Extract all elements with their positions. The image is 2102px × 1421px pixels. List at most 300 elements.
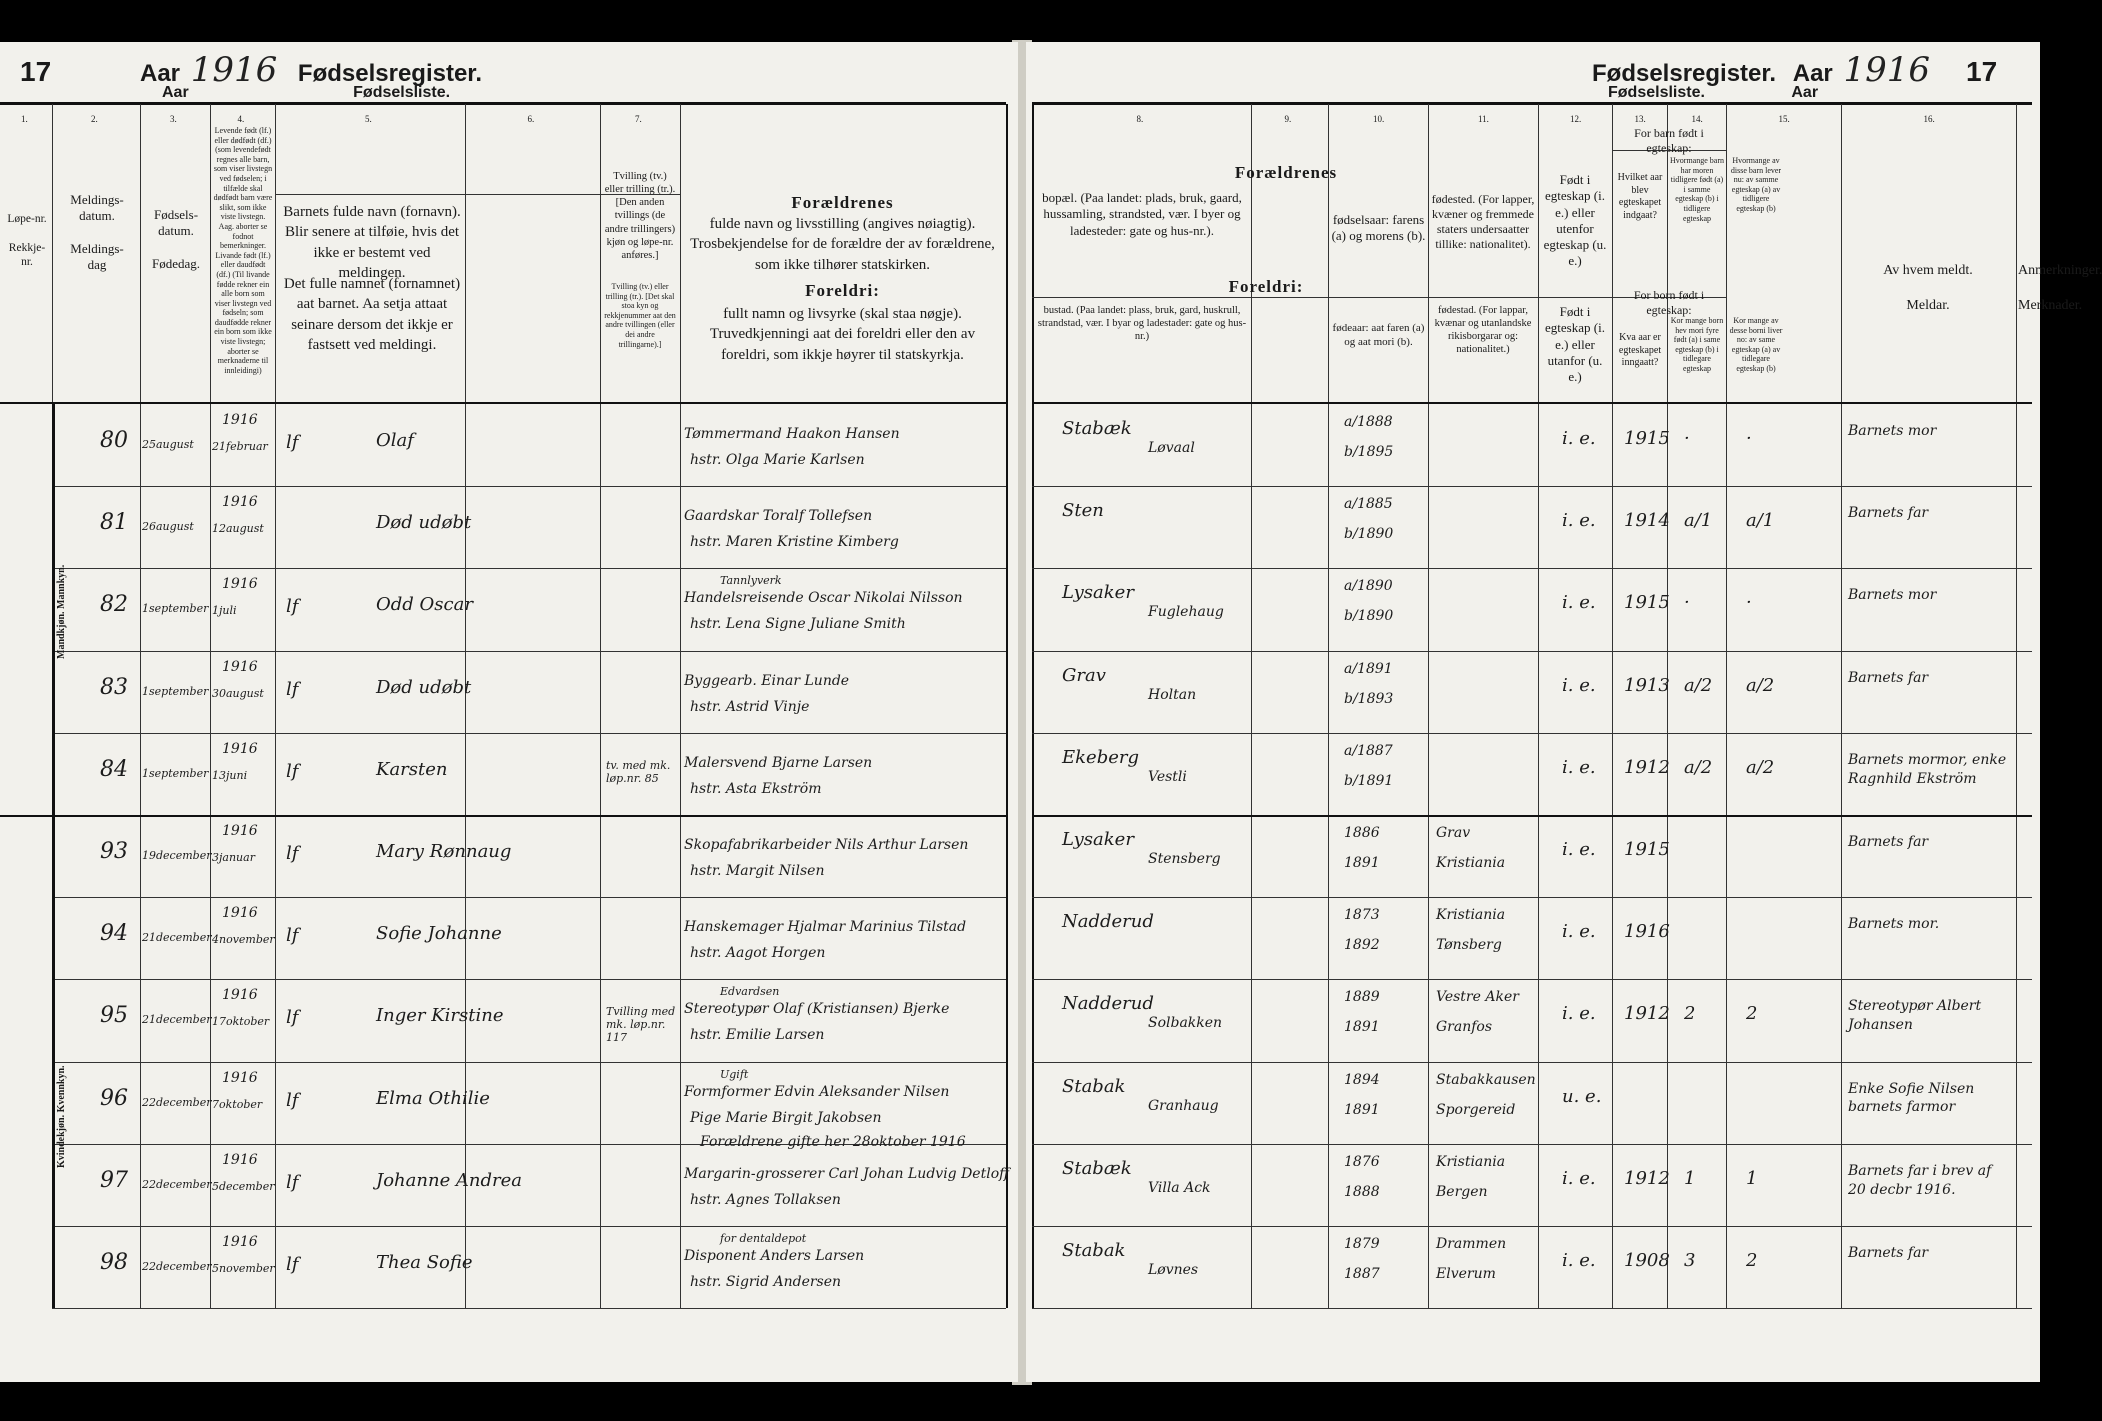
year-handwritten: 1916 (1843, 50, 1930, 90)
sub-title: Fødselsliste. (1608, 84, 1705, 101)
entry-born-count: 2 (1684, 1003, 1696, 1025)
entry-father: Tømmermand Haakon Hansen (684, 426, 900, 442)
entry-meldingsdag: 22december (142, 1177, 212, 1191)
entry-fodedag: 1juli (212, 604, 237, 618)
row-rule (52, 486, 1006, 487)
entry-child-name: Inger Kirstine (376, 1005, 504, 1027)
entry-birthyear-father: 1879 (1344, 1236, 1380, 1252)
entry-egteskap: u. e. (1562, 1085, 1602, 1107)
entry-meldingsdag: 1september (142, 766, 209, 780)
entry-gard: Vestli (1148, 768, 1187, 785)
entry-egteskap: i. e. (1562, 921, 1596, 943)
entry-born-count: a/2 (1684, 756, 1713, 778)
entry-meldingsdag: 26august (142, 520, 194, 534)
entry-egteskap: i. e. (1562, 1003, 1596, 1025)
entry-marriage-year: 1915 (1624, 839, 1670, 860)
header-meldt: Av hvem meldt. Meldar. (1883, 263, 1973, 313)
entry-born-count: 1 (1684, 1167, 1696, 1189)
subtitle (162, 84, 450, 102)
entry-gard: Solbakken (1148, 1015, 1223, 1032)
entry-birthplace-mother: Sporgereid (1436, 1101, 1516, 1118)
header-fodeaar: fødeaar: aat faren (a) og aat mori (b). (1332, 322, 1425, 348)
header-foreldri-title (690, 280, 995, 301)
column-number: 7. (635, 114, 642, 124)
entry-gard: Løvaal (1148, 440, 1195, 456)
entry-number: 81 (100, 510, 128, 536)
header-forældrenes-title (1036, 162, 1536, 183)
entry-gard: Granhaug (1148, 1097, 1219, 1114)
column-rule (465, 104, 466, 1308)
entry-gard: Løvnes (1148, 1262, 1199, 1278)
aar-label: Aar (140, 60, 181, 87)
entry-fodedag: 13juni (212, 768, 248, 782)
row-rule (1032, 1308, 2032, 1309)
entry-number: 95 (100, 1003, 128, 1029)
column-rule (1726, 104, 1727, 1308)
entry-number: 84 (100, 756, 128, 782)
entry-birth-year: 1916 (222, 905, 258, 922)
aar-label: Aar (1792, 60, 1833, 87)
entry-note: Tannlyverk (720, 574, 782, 588)
header-title-bold: Foreldri: (805, 281, 880, 300)
header-aar-egteskap: Hvilket aar blev egteskapet indgaat? (1617, 172, 1663, 221)
entry-egteskap: i. e. (1562, 1167, 1596, 1189)
entry-birth-year: 1916 (222, 823, 258, 839)
entry-birthplace-mother: Bergen (1436, 1183, 1488, 1200)
entry-born-count: a/2 (1684, 674, 1713, 696)
header-fodested: fødested. (For lapper, kvæner og fremmede staters undersaatter tillike: nationalitet). (1431, 192, 1535, 251)
column-number: 8. (1136, 114, 1144, 124)
entry-number: 93 (100, 839, 128, 864)
entry-birthyear-father: a/1885 (1344, 496, 1393, 513)
entry-fodedag: 4november (212, 933, 275, 947)
entry-birthyear-mother: b/1890 (1344, 608, 1394, 625)
entry-bopel: Nadderud (1062, 993, 1154, 1015)
entry-levende: lf (286, 432, 299, 453)
entry-birth-year: 1916 (222, 987, 258, 1004)
column-rule (210, 104, 211, 1308)
left-margin-bar (52, 404, 55, 1308)
row-rule (1032, 1144, 2032, 1145)
entry-marriage-year: 1908 (1624, 1250, 1670, 1271)
entry-birthplace-father: Stabakkausen (1436, 1071, 1536, 1088)
entry-egteskap: i. e. (1562, 839, 1596, 860)
entry-marriage-year: 1912 (1624, 1003, 1670, 1025)
entry-birthyear-mother: b/1890 (1344, 526, 1394, 543)
header-forældrenes-title (690, 192, 995, 213)
entry-living-count: a/1 (1746, 510, 1775, 532)
page-number: 17 (20, 56, 52, 87)
entry-birthyear-mother: 1891 (1344, 855, 1380, 871)
entry-levende: lf (286, 1007, 299, 1029)
entry-bopel: Stabæk (1062, 1157, 1132, 1179)
row-rule (52, 1226, 1006, 1227)
entry-birth-year: 1916 (222, 1151, 258, 1168)
entry-child-name: Thea Sofie (376, 1252, 473, 1273)
entry-birth-year: 1916 (222, 494, 258, 511)
header-group-egteskap: For barn født i egteskap: (1634, 126, 1704, 155)
entry-mother: hstr. Olga Marie Karlsen (690, 452, 865, 468)
entry-meldt-av: Barnets far (1848, 669, 1929, 686)
entry-father: Disponent Anders Larsen (684, 1248, 865, 1264)
entry-marriage-year: 1915 (1624, 428, 1670, 449)
entry-father: Byggearb. Einar Lunde (684, 672, 850, 689)
column-rule (2016, 104, 2017, 1308)
entry-marriage-year: 1915 (1624, 592, 1670, 614)
header-levende-fodt: Levende født (lf.) eller dødfødt (df.) (som levendefødt regnes alle barn, som viser livstegn ved fødselen; i tilfælde skal dødfødt barn være slikt, som ikke viste livstegn. Aag. aborter se fodnot bemerkninger. Livande født (lf.) eller daudfødt (df.) (Til livande fødde rekner ein alle born som viser livstegn ved fødseln; som daudfødde rekner ein born som ikke viste livstegn; aborter se merknaderne til innleidingi) (213, 126, 273, 375)
entry-gard: Stensberg (1148, 851, 1221, 867)
entry-child-name: Karsten (376, 758, 448, 780)
entry-levende: lf (286, 925, 299, 947)
entry-birthyear-father: a/1890 (1344, 578, 1393, 595)
entry-bopel: Sten (1062, 500, 1104, 522)
header-fodestad: fødestad. (For lappar, kvænar og utanlandske rikisborgarar og: nationalitet.) (1434, 305, 1532, 356)
entry-marriage-year: 1914 (1624, 510, 1670, 532)
entry-child-name: Odd Oscar (376, 594, 473, 616)
header-title-bold: Forældrenes (1234, 163, 1338, 182)
entry-fodedag: 3januar (212, 851, 255, 864)
entry-bopel: Lysaker (1062, 582, 1134, 604)
entry-birthyear-mother: b/1891 (1344, 772, 1394, 789)
entry-gard: Fuglehaug (1148, 604, 1224, 621)
entry-fodedag: 21februar (212, 440, 268, 453)
column-number: 1. (21, 114, 28, 124)
entry-egteskap: i. e. (1562, 756, 1596, 778)
row-rule (1032, 651, 2032, 652)
entry-marriage-year: 1912 (1624, 1167, 1670, 1189)
column-number: 6. (527, 114, 535, 124)
entry-gard: Villa Ack (1148, 1179, 1211, 1196)
column-rule (1612, 104, 1613, 1308)
entry-marriage-year: 1916 (1624, 921, 1670, 943)
header-anmerkninger: Anmerkninger. Merknader. (2018, 263, 2102, 313)
header-born-lever: Hvormange av disse barn lever nu: av samme egteskap (a) av tidligere egteskap (b) (1730, 156, 1782, 213)
entry-meldingsdag: 21december (142, 1013, 212, 1027)
column-rule (1428, 104, 1429, 1308)
entry-child-name: Død udøbt (376, 512, 472, 534)
entry-birthyear-mother: 1888 (1344, 1183, 1380, 1200)
sub-aar-label: Aar (162, 84, 189, 101)
entry-child-name: Johanne Andrea (376, 1169, 523, 1191)
header-fodselsdatum: Fødsels- datum. Fødedag. (151, 207, 201, 271)
column-rule (140, 104, 141, 1308)
register-title: Fødselsregister. (1592, 60, 1777, 87)
left-page (0, 42, 1018, 1382)
entry-birth-year: 1916 (222, 412, 258, 428)
header-rule (0, 102, 1006, 105)
entry-born-count: 3 (1684, 1250, 1696, 1271)
entry-birth-year: 1916 (222, 658, 258, 675)
entry-child-name: Olaf (376, 430, 414, 451)
row-rule (0, 815, 1006, 817)
page-number: 17 (1966, 56, 1998, 87)
entry-number: 80 (100, 428, 128, 453)
entry-birthyear-mother: 1892 (1344, 937, 1380, 954)
entry-birthyear-father: a/1891 (1344, 660, 1393, 677)
entry-birthyear-mother: b/1893 (1344, 690, 1394, 707)
entry-egteskap: i. e. (1562, 1250, 1596, 1271)
column-rule (1006, 104, 1008, 1308)
entry-meldt-av: Barnets mor. (1848, 916, 1940, 933)
entry-birthplace-father: Vestre Aker (1436, 989, 1519, 1006)
entry-tvilling: Tvilling med mk. løp.nr. 117 (606, 1005, 676, 1045)
entry-living-count: 2 (1746, 1003, 1758, 1025)
entry-birthyear-father: 1886 (1344, 825, 1380, 841)
right-page (1026, 42, 2102, 1382)
entry-born-count: · (1684, 592, 1690, 614)
entry-marriage-year: 1912 (1624, 756, 1670, 778)
header-lopenr: Løpe-nr. Rekkje-nr. (7, 213, 47, 269)
entry-meldt-av: Stereotypør Albert Johansen (1848, 998, 1982, 1034)
entry-birthplace-mother: Granfos (1436, 1019, 1493, 1036)
entry-birthplace-father: Kristiania (1436, 1153, 1506, 1170)
entry-mother: hstr. Sigrid Andersen (690, 1274, 842, 1290)
entry-bopel: Lysaker (1062, 829, 1134, 850)
row-rule (1032, 486, 2032, 487)
entry-number: 97 (100, 1167, 128, 1193)
entry-child-name: Sofie Johanne (376, 923, 502, 945)
entry-birthplace-father: Kristiania (1436, 907, 1506, 924)
entry-number: 98 (100, 1250, 128, 1275)
entry-child-name: Elma Othilie (376, 1087, 490, 1109)
entry-birthyear-mother: 1891 (1344, 1101, 1380, 1118)
entry-father: Margarin-grosserer Carl Johan Ludvig Detloff (684, 1165, 1010, 1182)
header-foraeldrenes-text: fulde navn og livsstilling (angives nøiagtig). Trosbekjendelse for de forældre der av forældrene, som ikke tilhører statskirken. (690, 216, 995, 273)
entry-father: Hanskemager Hjalmar Marinius Tilstad (684, 919, 967, 936)
entry-mother: hstr. Aagot Horgen (690, 945, 826, 962)
entry-father: Handelsreisende Oscar Nikolai Nilsson (684, 590, 963, 607)
entry-living-count: · (1746, 428, 1752, 449)
header-rule (1032, 102, 2032, 105)
entry-living-count: a/2 (1746, 756, 1775, 778)
column-number: 5. (365, 114, 372, 124)
entry-fodedag: 7oktober (212, 1097, 263, 1111)
column-rule (680, 104, 681, 1308)
row-rule (1032, 733, 2032, 734)
entry-levende: lf (286, 1089, 299, 1111)
column-number: 4. (237, 114, 245, 124)
entry-fodedag: 17oktober (212, 1015, 270, 1029)
entry-number: 83 (100, 674, 128, 700)
entry-mother: hstr. Emilie Larsen (690, 1027, 825, 1044)
entry-number: 94 (100, 921, 128, 947)
entry-meldingsdag: 19december (142, 849, 212, 862)
entry-meldt-av: Enke Sofie Nilsen barnets farmor (1848, 1080, 1975, 1116)
entry-birthyear-father: 1876 (1344, 1153, 1380, 1170)
header-foreldri-title (1206, 276, 1326, 297)
entry-born-count: a/1 (1684, 510, 1713, 532)
entry-levende: lf (286, 1254, 299, 1275)
entry-birthyear-father: 1873 (1344, 907, 1380, 924)
header-barnets-namn: Det fulle namnet (fornamnet) aat barnet. Aa setja attaat seinare dersom det ikkje er fastsett ved meldingi. (283, 276, 461, 353)
entry-levende: lf (286, 1171, 299, 1193)
row-rule (52, 568, 1006, 569)
entry-meldingsdag: 1september (142, 602, 209, 616)
entry-fodedag: 12august (212, 522, 264, 536)
subtitle (1608, 84, 1818, 102)
row-rule (52, 733, 1006, 734)
column-rule (1538, 104, 1539, 1308)
column-number: 11. (1478, 114, 1489, 124)
column-number: 14. (1691, 114, 1703, 124)
entry-father: Malersvend Bjarne Larsen (684, 754, 873, 771)
entry-bopel: Stabak (1062, 1075, 1126, 1097)
header-fodt-egteskap: Født i egteskap (i. e.) eller utenfor egteskap (u. e.) (1543, 172, 1607, 269)
entry-bopel: Stabak (1062, 1240, 1126, 1261)
entry-meldt-av: Barnets mormor, enke Ragnhild Ekström (1848, 751, 2007, 787)
entry-father: Stereotypør Olaf (Kristiansen) Bjerke (684, 1001, 950, 1018)
year-handwritten: 1916 (190, 50, 278, 90)
entry-levende: lf (286, 843, 299, 864)
register-title: Fødselsregister. (297, 60, 482, 87)
entry-living-count: 2 (1746, 1250, 1758, 1271)
entry-birthplace-mother: Kristiania (1436, 855, 1506, 871)
entry-living-count: 1 (1746, 1167, 1758, 1189)
entry-meldingsdag: 25august (142, 438, 194, 451)
row-rule (52, 897, 1006, 898)
column-rule (1841, 104, 1842, 1308)
entry-fodedag: 30august (212, 686, 264, 700)
entry-bopel: Stabæk (1062, 418, 1132, 439)
column-number: 10. (1373, 114, 1385, 124)
row-rule (1032, 1062, 2032, 1063)
header-title-bold: Forældrenes (791, 193, 894, 212)
header-title-bold: Foreldri: (1228, 277, 1304, 296)
entry-living-count: a/2 (1746, 674, 1775, 696)
header-bustad: bustad. (Paa landet: plass, bruk, gard, huskrull, strandstad, vær. I byar og ladestader: gate og hus-nr.) (1037, 305, 1247, 343)
entry-mother: hstr. Agnes Tollaksen (690, 1191, 841, 1208)
entry-meldingsdag: 21december (142, 931, 212, 945)
row-rule (1032, 979, 2032, 980)
entry-mother: hstr. Margit Nilsen (690, 863, 825, 879)
entry-levende: lf (286, 596, 299, 618)
column-number: 12. (1570, 114, 1582, 124)
header-born-tidlegare: Kor mange born hev mori fyre født (a) i same egteskap (b) i tidlegare egteskap (1670, 316, 1724, 373)
entry-birthyear-father: 1889 (1344, 989, 1380, 1006)
entry-child-name: Død udøbt (376, 676, 472, 698)
entry-birthplace-mother: Elverum (1436, 1266, 1496, 1282)
entry-note: Ugift (720, 1067, 749, 1081)
entry-father: Formformer Edvin Aleksander Nilsen (684, 1083, 950, 1100)
entry-note: for dentaldepot (720, 1232, 807, 1245)
entry-bopel: Nadderud (1062, 911, 1154, 933)
row-rule (52, 1062, 1006, 1063)
entry-birth-year: 1916 (222, 1069, 258, 1086)
column-rule (275, 104, 276, 1308)
entry-mother: hstr. Asta Ekström (690, 780, 822, 797)
entry-child-name: Mary Rønnaug (376, 841, 512, 862)
column-number: 15. (1778, 114, 1790, 124)
header-barnets-navn: Barnets fulde navn (fornavn). Blir senere at tilføie, hvis det ikke er bestemt ved meldingen. (283, 204, 461, 281)
entry-meldingsdag: 22december (142, 1095, 212, 1109)
header-bottom-rule (1032, 402, 2032, 404)
header-fodselsaar: fødselsaar: farens (a) og morens (b). (1331, 212, 1426, 244)
entry-birthplace-father: Drammen (1436, 1236, 1507, 1252)
header-meldingsdatum: Meldings- datum. Meldings- dag (70, 192, 124, 272)
entry-number: 82 (100, 592, 128, 618)
entry-birth-year: 1916 (222, 576, 258, 593)
entry-meldt-av: Barnets far i brev af 20 decbr 1916. (1848, 1162, 1992, 1198)
entry-meldt-av: Barnets far (1848, 834, 1929, 850)
entry-living-count: · (1746, 592, 1752, 614)
entry-meldt-av: Barnets mor (1848, 423, 1937, 439)
sub-aar-label: Aar (1791, 84, 1819, 101)
header-group-egteskap-nynorsk: For born født i egteskap: (1633, 288, 1705, 317)
row-rule (1032, 568, 2032, 569)
entry-bopel: Ekeberg (1062, 746, 1140, 768)
header-born-tidligere: Hvormange barn har moren tidligere født (a) i samme egteskap (b) i tidligere egteskap (1670, 156, 1724, 223)
entry-mother: hstr. Maren Kristine Kimberg (690, 534, 899, 551)
header-bopel: bopæl. (Paa landet: plads, bruk, gaard, hussamling, strandsted, vær. I byer og ladesteder: gate og hus-nr.). (1042, 190, 1242, 238)
entry-birthplace-mother: Tønsberg (1436, 937, 1502, 954)
entry-born-count: · (1684, 428, 1690, 449)
row-rule (52, 1308, 1006, 1309)
column-rule (1032, 104, 1034, 1308)
column-number: 3. (170, 114, 177, 124)
entry-birthyear-father: 1894 (1344, 1071, 1380, 1088)
entry-egteskap: i. e. (1562, 510, 1596, 532)
entry-note: Edvardsen (720, 985, 780, 999)
entry-father: Gaardskar Toralf Tollefsen (684, 508, 873, 525)
entry-meldt-av: Barnets mor (1848, 587, 1937, 604)
entry-number: 96 (100, 1085, 128, 1111)
entry-meldingsdag: 1september (142, 684, 209, 698)
entry-father: Skopafabrikarbeider Nils Arthur Larsen (684, 837, 969, 853)
entry-marriage-year: 1913 (1624, 674, 1670, 696)
entry-tvilling: tv. med mk. løp.nr. 85 (606, 758, 671, 785)
entry-mother: Pige Marie Birgit Jakobsen (690, 1109, 882, 1126)
row-rule (1032, 1226, 2032, 1227)
entry-birthplace-father: Grav (1436, 825, 1471, 841)
column-rule (1328, 104, 1329, 1308)
entry-bopel: Grav (1062, 664, 1106, 686)
entry-mother: hstr. Lena Signe Juliane Smith (690, 616, 906, 633)
entry-gard: Holtan (1148, 686, 1197, 703)
header-born-liver: Kor mange av desse borni liver no: av same egteskap (a) av tidlegare egteskap (b) (1729, 316, 1783, 373)
column-rule (600, 104, 601, 1308)
entry-fodedag: 5december (212, 1179, 275, 1193)
row-rule (1032, 897, 2032, 898)
entry-fodedag: 5november (212, 1262, 275, 1275)
side-label-mandkjon: Mandkjøn. Mannkyn. (56, 564, 67, 659)
entry-levende: lf (286, 760, 299, 782)
entry-birthyear-mother: b/1895 (1344, 444, 1394, 460)
header-foreldri-text: fullt namn og livsyrke (skal staa nøgje). Truvedkjenningi aat dei foreldri eller den av foreldri, som ikkje høyrer til statskyrkja. (709, 306, 976, 363)
header-tvilling: Tvilling (tv.) eller trilling (tr.). [Den anden tvillings (de andre trillingers) kjøn og løpe-nr. anføres.] (604, 171, 676, 261)
entry-birth-year: 1916 (222, 1234, 258, 1250)
header-bottom-rule (0, 402, 1006, 404)
entry-egteskap: i. e. (1562, 428, 1596, 449)
header-fodt-egteskap-nynorsk: Født i egteskap (i. e.) eller utanfor (u. e.) (1545, 304, 1605, 384)
column-rule (1667, 104, 1668, 1308)
side-label-kvindekjon: Kvindekjøn. Kvennkyn. (56, 1065, 67, 1169)
column-number: 9. (1284, 114, 1292, 124)
entry-birthyear-father: a/1888 (1344, 414, 1393, 430)
sub-title: Fødselsliste. (353, 84, 451, 101)
entry-meldt-av: Barnets far (1848, 1245, 1929, 1261)
entry-egteskap: i. e. (1562, 592, 1596, 614)
entry-meldt-av: Barnets far (1848, 505, 1929, 522)
entry-levende: lf (286, 678, 299, 700)
entry-egteskap: i. e. (1562, 674, 1596, 696)
entry-birthyear-mother: 1887 (1344, 1266, 1380, 1282)
entry-birthyear-mother: 1891 (1344, 1019, 1380, 1036)
entry-meldingsdag: 22december (142, 1260, 212, 1273)
entry-birthyear-father: a/1887 (1344, 742, 1393, 759)
entry-mother: hstr. Astrid Vinje (690, 698, 810, 715)
header-tvilling-nynorsk: Tvilling (tv.) eller trilling (tr.). [Det skal stoa kyn og rekkjenummer aat den andre tvillingen (eller dei andre trillingarne).] (604, 282, 676, 349)
entry-extra-note: Forældrene gifte her 28oktober 1916 (700, 1133, 966, 1150)
